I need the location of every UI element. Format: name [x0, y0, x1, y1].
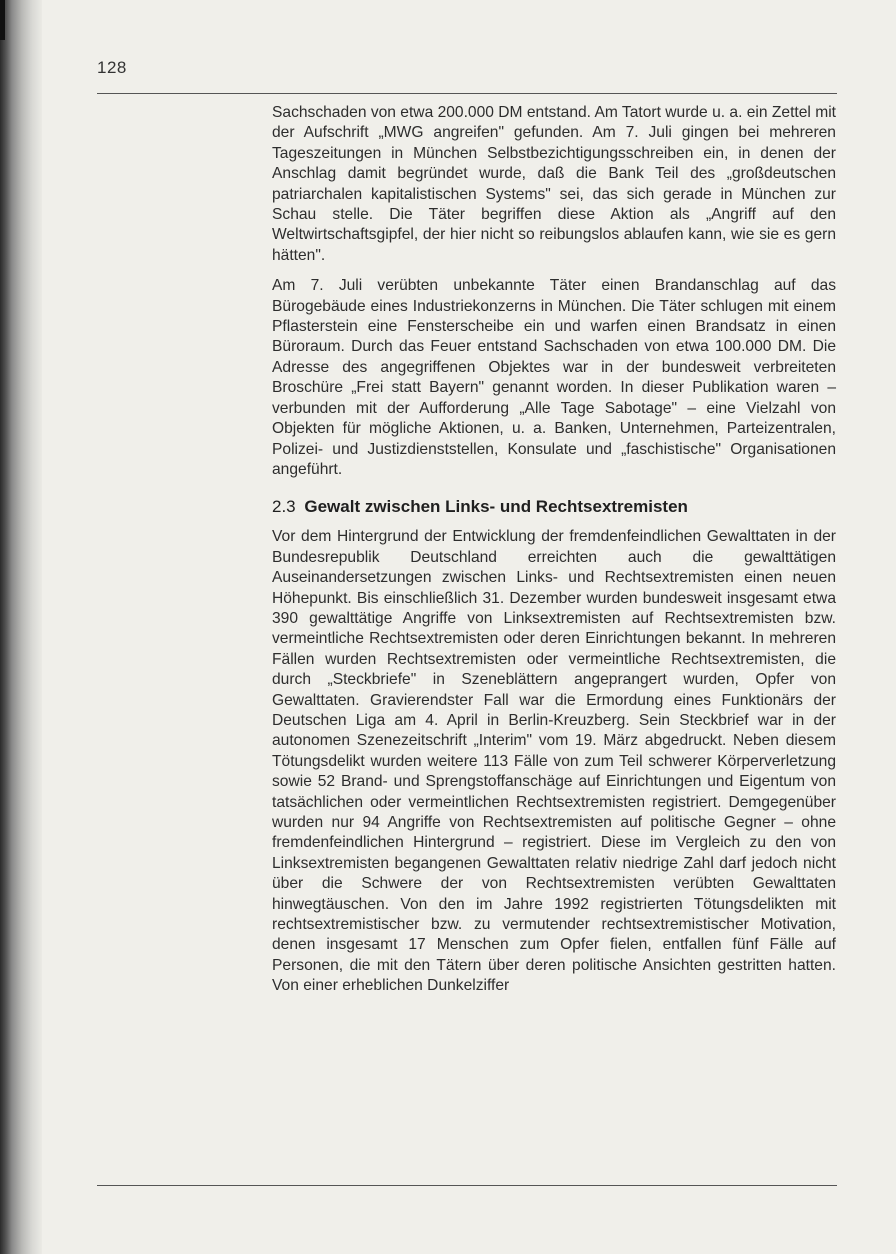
section-number: 2.3	[272, 497, 296, 517]
page-body	[272, 103, 836, 997]
paragraph-2: Am 7. Juli verübten unbekannte Täter einen Brandanschlag auf das Bürogebäude eines Industriekonzerns in München. Die Täter schlugen mit einem Pflasterstein eine Fensterscheibe ein und warfen einen Brandsatz in einen Büroraum. Durch das Feuer entstand Sachschaden von etwa 100.000 DM. Die Adresse des angegriffenen Objektes war in der bundesweit verbreiteten Broschüre „Frei statt Bayern" genannt worden. In dieser Publikation waren – verbunden mit der Aufforderung „Alle Tage Sabotage" – eine Vielzahl von Objekten für mögliche Aktionen, u. a. Banken, Unternehmen, Parteizentralen, Polizei- und Justizdienststellen, Konsulate und „faschistische" Organisationen angeführt.	[272, 277, 836, 478]
paragraph-1: Sachschaden von etwa 200.000 DM entstand. Am Tatort wurde u. a. ein Zettel mit der Aufschrift „MWG angreifen" gefunden. Am 7. Juli gingen bei mehreren Tageszeitungen in München Selbstbezichtigungsschreiben ein, in denen der Anschlag damit begründet wurde, daß die Bank Teil des „großdeutschen patriarchalen kapitalistischen Systems" sei, das sich gerade in München zur Schau stelle. Die Täter begriffen diese Aktion als „Angriff auf den Weltwirtschaftsgipfel, der hier nicht so reibungslos ablaufen kann, wie sie es gern hätten".	[272, 104, 837, 264]
section-paragraph: Vor dem Hintergrund der Entwicklung der fremdenfeindlichen Gewalttaten in der Bundesrepublik Deutschland erreichten auch die gewalttätigen Auseinandersetzungen zwischen Links- und Rechtsextremisten einen neuen Höhepunkt. Bis einschließlich 31. Dezember wurden bundesweit insgesamt etwa 390 gewalttätige Angriffe von Linksextremisten auf Rechtsextremisten bzw. vermeintliche Rechtsextremisten oder deren Einrichtungen bekannt. In mehreren Fällen wurden Rechtsextremisten oder vermeintliche Rechtsextremisten, die durch „Steckbriefe" in Szeneblättern angeprangert wurden, Opfer von Gewalttaten. Gravierendster Fall war die Ermordung eines Funktionärs der Deutschen Liga am 4. April in Berlin-Kreuzberg. Sein Steckbrief war in der autonomen Szenezeitschrift „Interim" vom 19. März abgedruckt. Neben diesem Tötungsdelikt wurden weitere 113 Fälle von zum Teil schwerer Körperverletzung sowie 52 Brand- und Sprengstoffanschäge auf Einrichtungen und Eigentum von tatsächlichen oder vermeintlichen Rechtsextremisten registriert. Demgegenüber wurden nur 94 Angriffe von Rechtsextremisten auf politische Gegner – ohne fremdenfeindlichen Hintergrund – registriert. Diese im Vergleich zu den von Linksextremisten begangenen Gewalttaten relativ niedrige Zahl darf jedoch nicht über die Schwere der von Rechtsextremisten verübten Gewalttaten hinwegtäuschen. Von den im Jahre 1992 registrierten Tötungsdelikten mit rechtsextremistischer bzw. zu vermutender rechtsextremistischer Motivation, denen insgesamt 17 Menschen zum Opfer fielen, entfallen fünf Fälle auf Personen, die mit den Tätern über deren politische Ansichten gestritten hatten. Von einer erheblichen Dunkelziffer	[272, 528, 836, 995]
page-number: 128	[97, 58, 127, 77]
bottom-rule	[97, 1185, 837, 1186]
top-rule	[97, 93, 837, 94]
binding-edge-mark	[0, 0, 5, 40]
section-title: Gewalt zwischen Links- und Rechtsextremisten	[304, 497, 688, 517]
section-heading	[272, 496, 836, 517]
book-binding-shadow	[0, 0, 42, 1254]
